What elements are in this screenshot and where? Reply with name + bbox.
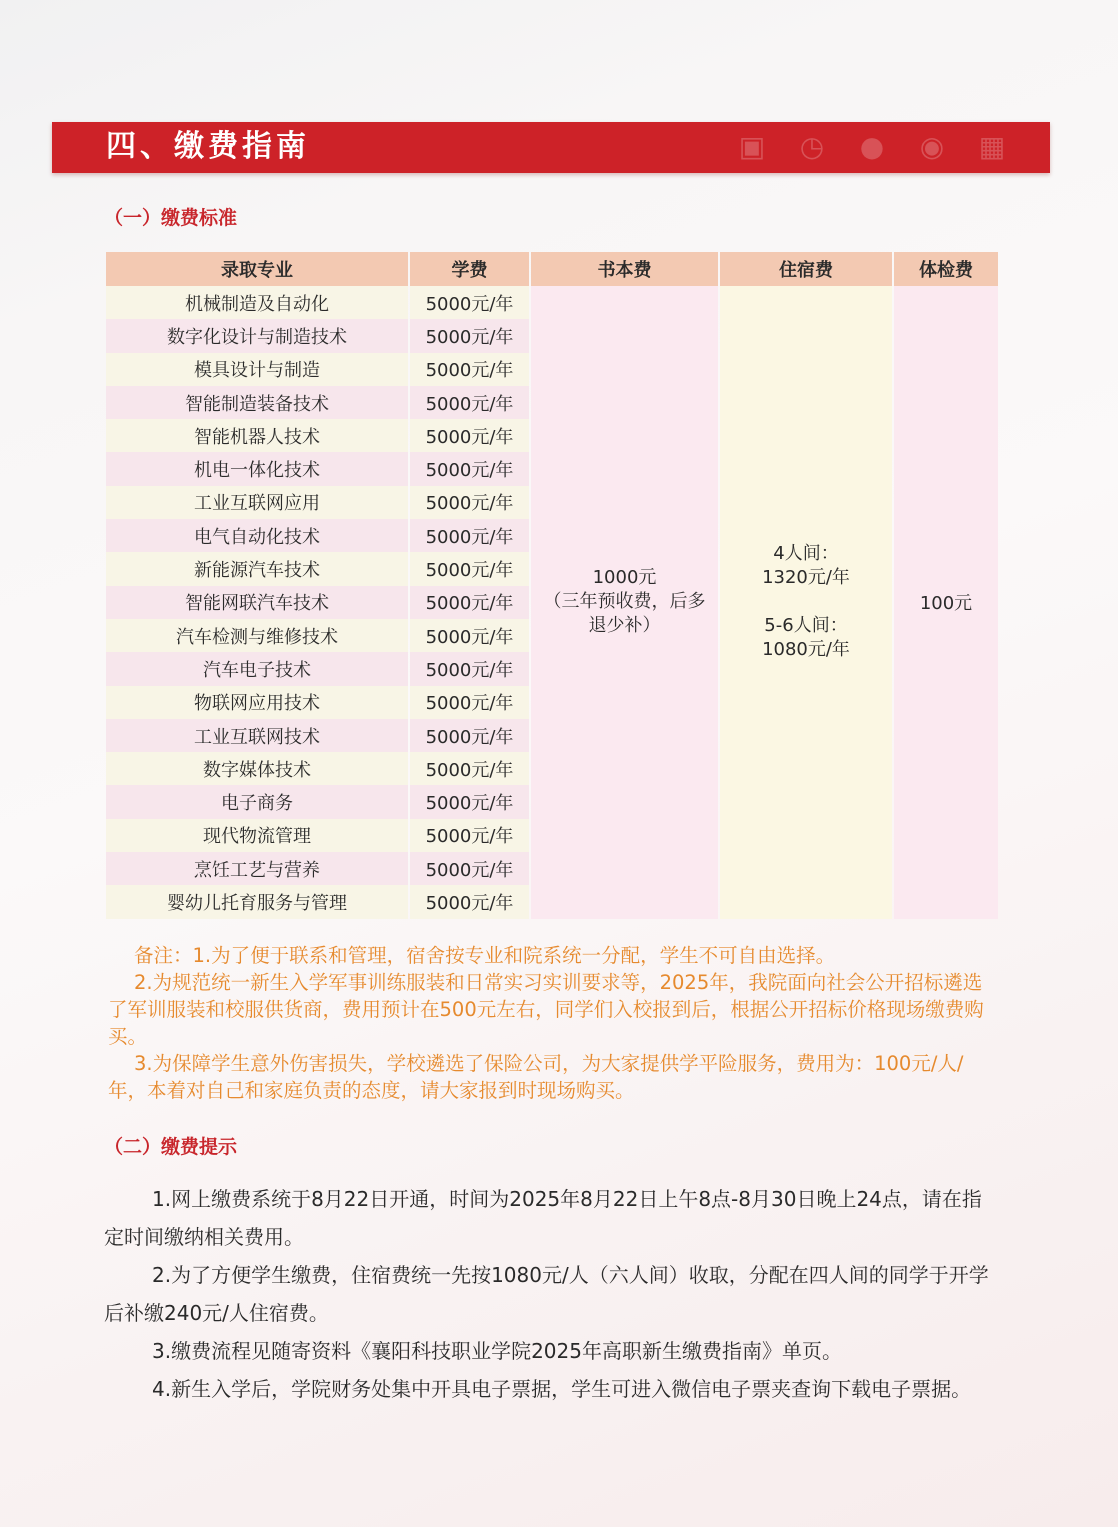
tip-2: 2.为了方便学生缴费，住宿费统一先按1080元/人（六人间）收取，分配在四人间的同学于开学后补缴240元/人住宿费。 bbox=[104, 1263, 989, 1325]
major-cell: 工业互联网技术 bbox=[106, 719, 408, 752]
major-cell: 智能制造装备技术 bbox=[106, 386, 408, 419]
chat-icon: ● bbox=[859, 130, 885, 163]
major-cell: 数字媒体技术 bbox=[106, 752, 408, 785]
page-title: 四、缴费指南 bbox=[106, 129, 310, 164]
tuition-cell: 5000元/年 bbox=[410, 785, 529, 818]
section-heading-fee-standard: （一）缴费标准 bbox=[104, 207, 238, 229]
tuition-cell: 5000元/年 bbox=[410, 286, 529, 319]
major-cell: 机械制造及自动化 bbox=[106, 286, 408, 319]
tuition-cell: 5000元/年 bbox=[410, 319, 529, 352]
lightbulb-icon: ◉ bbox=[919, 130, 945, 163]
major-cell: 物联网应用技术 bbox=[106, 686, 408, 719]
major-cell: 数字化设计与制造技术 bbox=[106, 319, 408, 352]
major-cell: 模具设计与制造 bbox=[106, 353, 408, 386]
tuition-cell: 5000元/年 bbox=[410, 752, 529, 785]
dorm-fee-cell bbox=[720, 286, 892, 919]
note-2: 2.为规范统一新生入学军事训练服装和日常实习实训要求等，2025年，我院面向社会公开招标遴选了军训服装和校服供货商，费用预计在500元左右，同学们入校报到后，根据公开招标价格现场缴费购买。 bbox=[108, 971, 984, 1048]
dorm-4-price: 1320元/年 bbox=[762, 567, 850, 589]
dorm-56-label: 5-6人间： bbox=[764, 615, 848, 637]
major-cell: 烹饪工艺与营养 bbox=[106, 852, 408, 885]
tuition-cell: 5000元/年 bbox=[410, 386, 529, 419]
tuition-cell: 5000元/年 bbox=[410, 619, 529, 652]
tuition-cell: 5000元/年 bbox=[410, 419, 529, 452]
major-cell: 婴幼儿托育服务与管理 bbox=[106, 885, 408, 918]
dorm-4-label: 4人间： bbox=[773, 543, 839, 565]
section-heading-fee-tips: （二）缴费提示 bbox=[104, 1136, 238, 1158]
table-header-row bbox=[106, 252, 998, 286]
tuition-cell: 5000元/年 bbox=[410, 586, 529, 619]
exam-fee-cell: 100元 bbox=[894, 286, 998, 919]
tuition-cell: 5000元/年 bbox=[410, 852, 529, 885]
clock-icon: ◷ bbox=[799, 130, 825, 163]
tuition-cell: 5000元/年 bbox=[410, 819, 529, 852]
notes-block bbox=[108, 942, 998, 1104]
major-cell: 电子商务 bbox=[106, 785, 408, 818]
header-book-fee: 书本费 bbox=[531, 252, 718, 286]
fee-table bbox=[104, 252, 1000, 919]
major-cell: 汽车检测与维修技术 bbox=[106, 619, 408, 652]
note-1: 备注：1.为了便于联系和管理，宿舍按专业和院系统一分配，学生不可自由选择。 bbox=[134, 944, 836, 967]
tuition-cell: 5000元/年 bbox=[410, 885, 529, 918]
tuition-cell: 5000元/年 bbox=[410, 652, 529, 685]
book-fee-note: （三年预收费，后多退少补） bbox=[543, 591, 706, 637]
major-cell: 机电一体化技术 bbox=[106, 452, 408, 485]
table-row bbox=[106, 286, 998, 319]
book-fee-amount: 1000元 bbox=[592, 567, 657, 589]
major-cell: 汽车电子技术 bbox=[106, 652, 408, 685]
major-cell: 新能源汽车技术 bbox=[106, 552, 408, 585]
section-banner bbox=[52, 122, 1050, 173]
book-fee-cell bbox=[531, 286, 718, 919]
header-dorm-fee: 住宿费 bbox=[720, 252, 892, 286]
tuition-cell: 5000元/年 bbox=[410, 486, 529, 519]
major-cell: 工业互联网应用 bbox=[106, 486, 408, 519]
fee-table-body bbox=[106, 286, 998, 919]
tuition-cell: 5000元/年 bbox=[410, 452, 529, 485]
briefcase-icon: ▣ bbox=[738, 130, 766, 163]
header-major: 录取专业 bbox=[106, 252, 408, 286]
tuition-cell: 5000元/年 bbox=[410, 686, 529, 719]
tuition-cell: 5000元/年 bbox=[410, 552, 529, 585]
major-cell: 智能网联汽车技术 bbox=[106, 586, 408, 619]
tip-1: 1.网上缴费系统于8月22日开通，时间为2025年8月22日上午8点-8月30日晚上24点，请在指定时间缴纳相关费用。 bbox=[104, 1187, 982, 1249]
dorm-56-price: 1080元/年 bbox=[762, 639, 850, 661]
major-cell: 电气自动化技术 bbox=[106, 519, 408, 552]
tips-block bbox=[104, 1180, 1000, 1408]
major-cell: 现代物流管理 bbox=[106, 819, 408, 852]
note-3: 3.为保障学生意外伤害损失，学校遴选了保险公司，为大家提供学平险服务，费用为：100元/人/年，本着对自己和家庭负责的态度，请大家报到时现场购买。 bbox=[108, 1052, 964, 1102]
tuition-cell: 5000元/年 bbox=[410, 719, 529, 752]
tuition-cell: 5000元/年 bbox=[410, 353, 529, 386]
banner-icon-row bbox=[734, 131, 1010, 163]
basket-icon: ▦ bbox=[978, 130, 1006, 163]
tip-4: 4.新生入学后，学院财务处集中开具电子票据，学生可进入微信电子票夹查询下载电子票据。 bbox=[152, 1377, 972, 1401]
header-exam-fee: 体检费 bbox=[894, 252, 998, 286]
major-cell: 智能机器人技术 bbox=[106, 419, 408, 452]
tip-3: 3.缴费流程见随寄资料《襄阳科技职业学院2025年高职新生缴费指南》单页。 bbox=[152, 1339, 842, 1363]
header-tuition: 学费 bbox=[410, 252, 529, 286]
tuition-cell: 5000元/年 bbox=[410, 519, 529, 552]
